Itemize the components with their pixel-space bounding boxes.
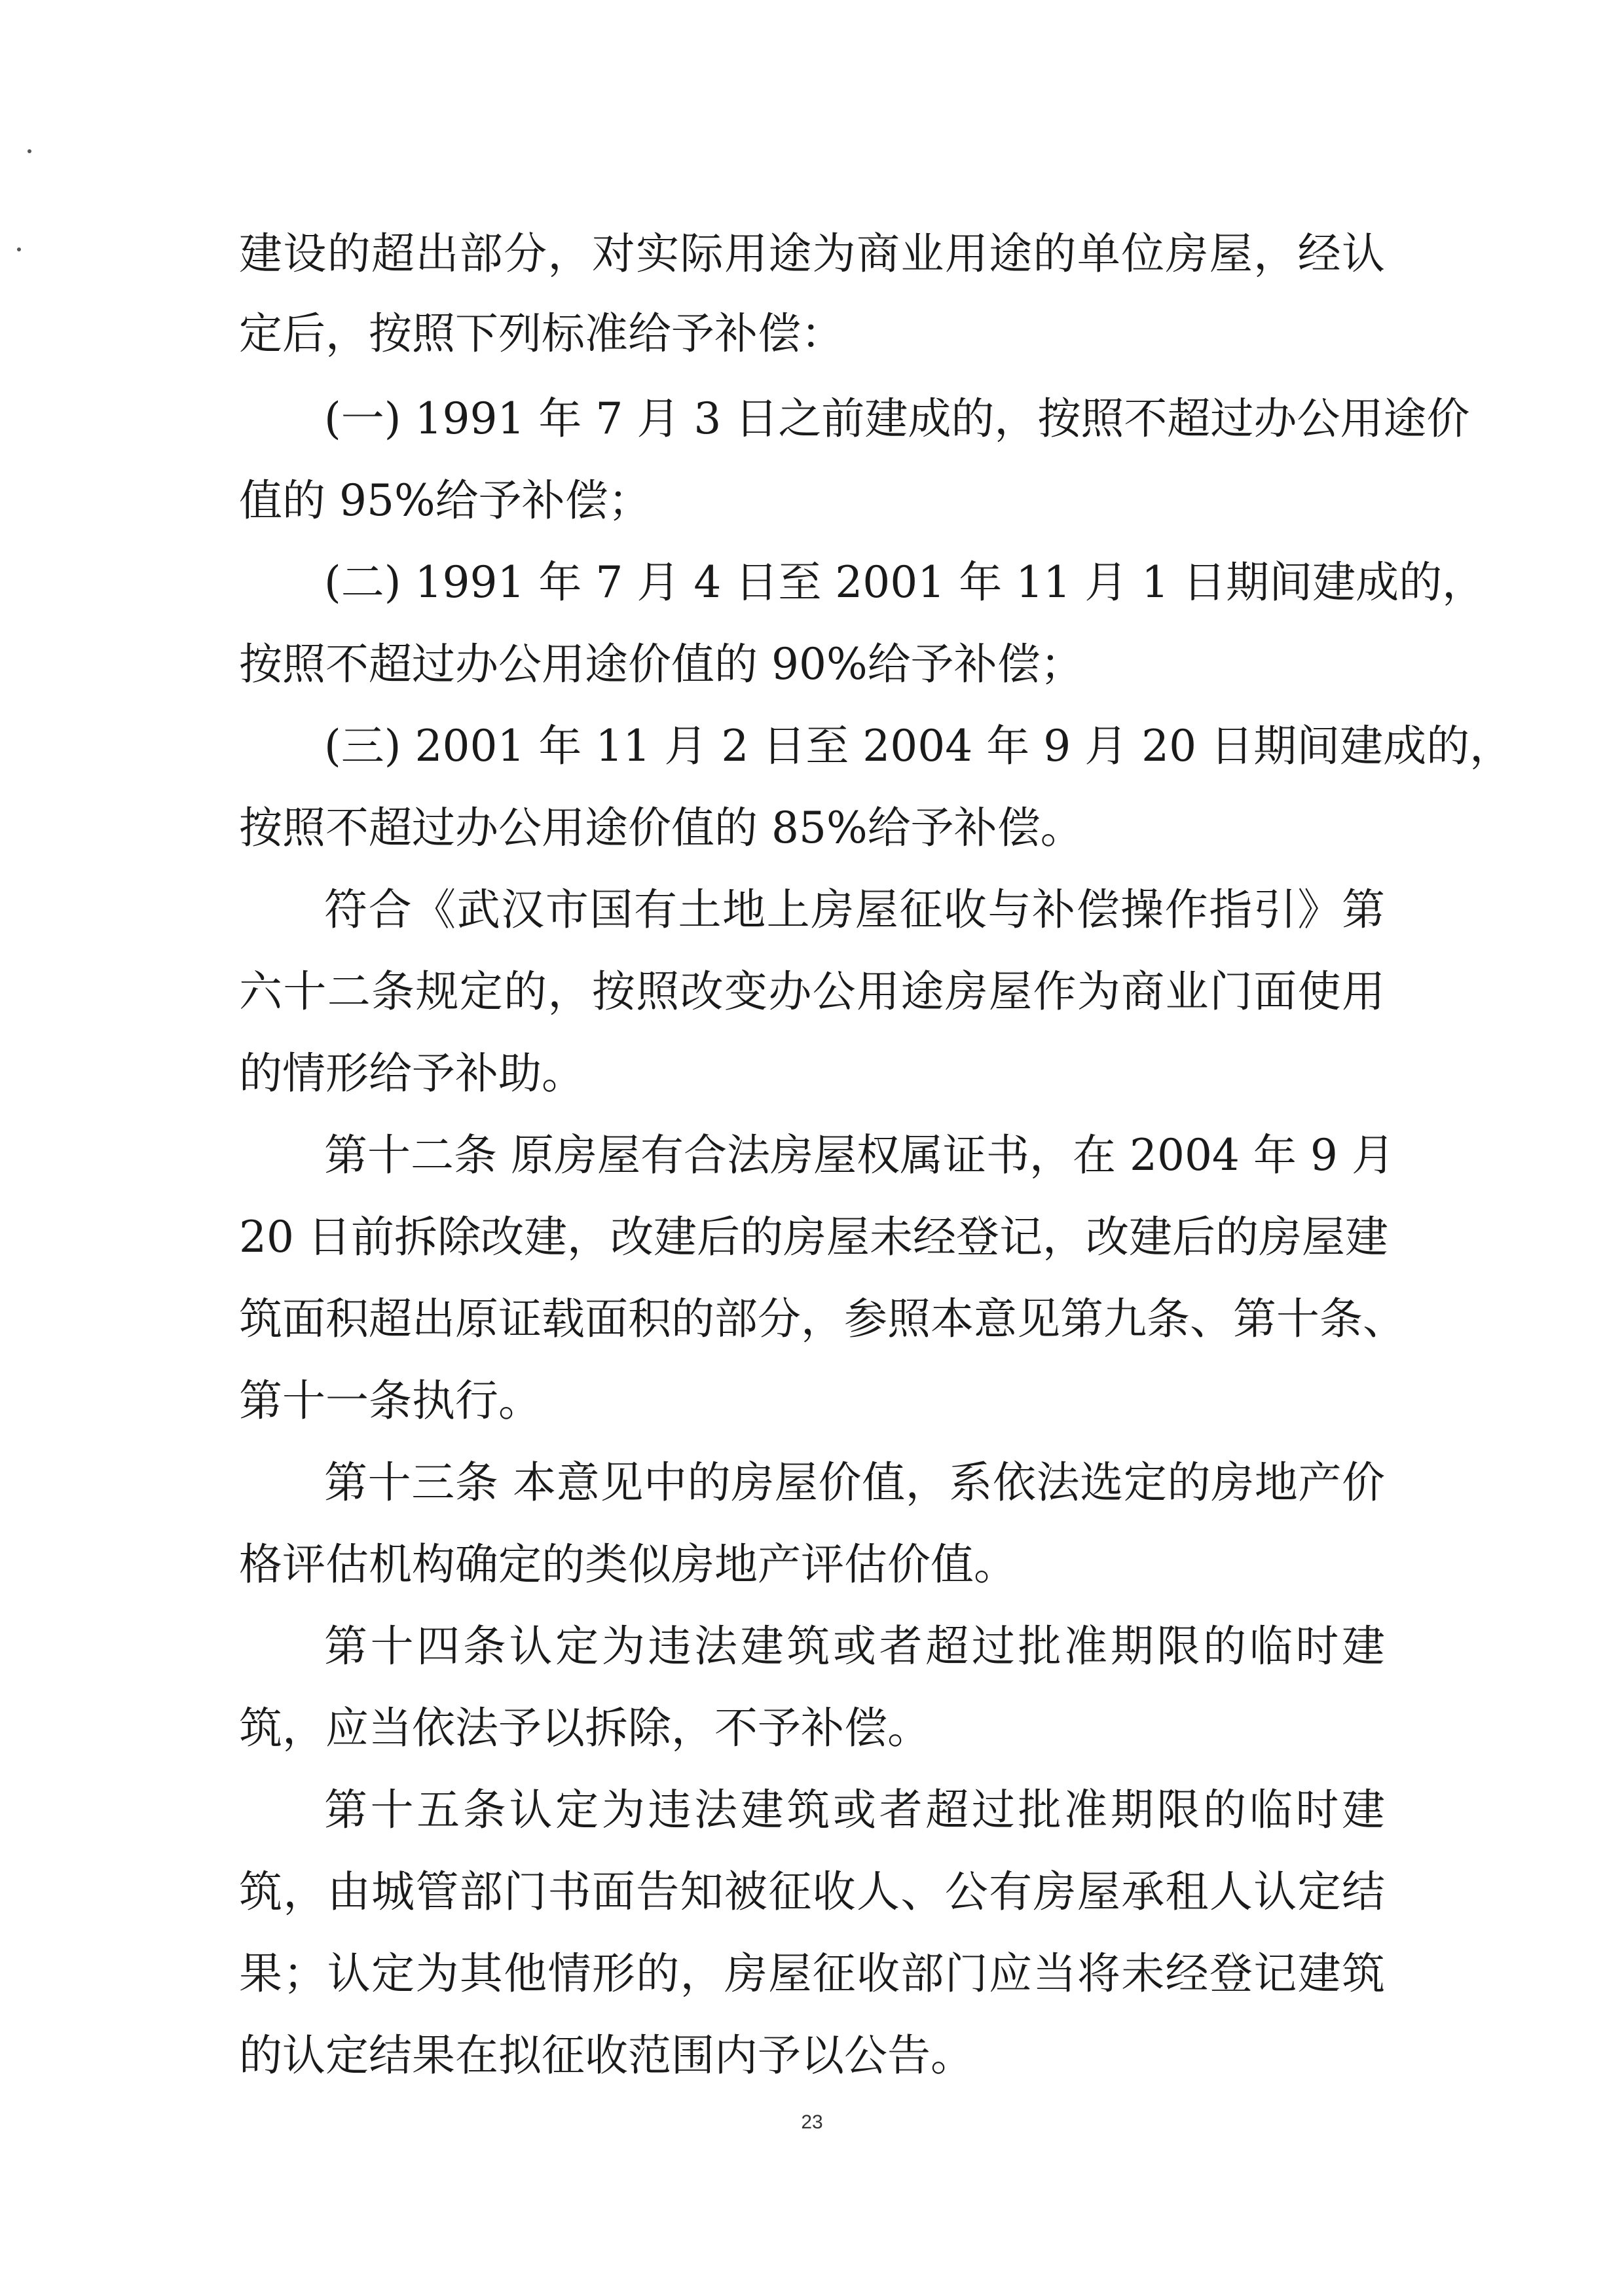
text-line: 筑面积超出原证载面积的部分，参照本意见第九条、第十条、 bbox=[239, 1294, 1406, 1344]
scan-artifact bbox=[28, 149, 31, 153]
text-line: 第十五条认定为违法建筑或者超过批准期限的临时建 bbox=[324, 1785, 1385, 1835]
text-line: (一) 1991 年 7 月 3 日之前建成的，按照不超过办公用途价 bbox=[324, 393, 1470, 444]
text-line: 第十一条执行。 bbox=[239, 1376, 542, 1426]
text-line: 六十二条规定的，按照改变办公用途房屋作为商业门面使用 bbox=[239, 966, 1385, 1017]
text-line: 20 日前拆除改建，改建后的房屋未经登记，改建后的房屋建 bbox=[239, 1212, 1388, 1262]
scan-artifact bbox=[17, 247, 21, 251]
text-line: 值的 95%给予补偿； bbox=[239, 475, 652, 526]
text-line: 的认定结果在拟征收范围内予以公告。 bbox=[239, 2030, 974, 2081]
page-number: 23 bbox=[801, 2111, 823, 2133]
text-line: 定后，按照下列标准给予补偿： bbox=[239, 308, 844, 359]
text-line: 果；认定为其他情形的，房屋征收部门应当将未经登记建筑 bbox=[239, 1948, 1385, 1999]
text-line: 筑，由城管部门书面告知被征收人、公有房屋承租人认定结 bbox=[239, 1867, 1385, 1917]
text-line: 第十四条认定为违法建筑或者超过批准期限的临时建 bbox=[324, 1621, 1385, 1671]
text-line: (三) 2001 年 11 月 2 日至 2004 年 9 月 20 日期间建成的， bbox=[324, 721, 1513, 771]
text-line: 第十三条 本意见中的房屋价值，系依法选定的房地产价 bbox=[324, 1457, 1385, 1508]
text-line: 符合《武汉市国有土地上房屋征收与补偿操作指引》第 bbox=[324, 884, 1385, 935]
text-line: 第十二条 原房屋有合法房屋权属证书，在 2004 年 9 月 bbox=[324, 1130, 1395, 1180]
text-line: 的情形给予补助。 bbox=[239, 1048, 585, 1099]
text-line: (二) 1991 年 7 月 4 日至 2001 年 11 月 1 日期间建成的， bbox=[324, 557, 1486, 608]
text-line: 按照不超过办公用途价值的 90%给予补偿； bbox=[239, 639, 1084, 689]
text-line: 按照不超过办公用途价值的 85%给予补偿。 bbox=[239, 803, 1084, 853]
text-line: 格评估机构确定的类似房地产评估价值。 bbox=[239, 1539, 1017, 1590]
text-line: 筑，应当依法予以拆除，不予补偿。 bbox=[239, 1703, 931, 1753]
text-line: 建设的超出部分，对实际用途为商业用途的单位房屋，经认 bbox=[239, 228, 1385, 279]
